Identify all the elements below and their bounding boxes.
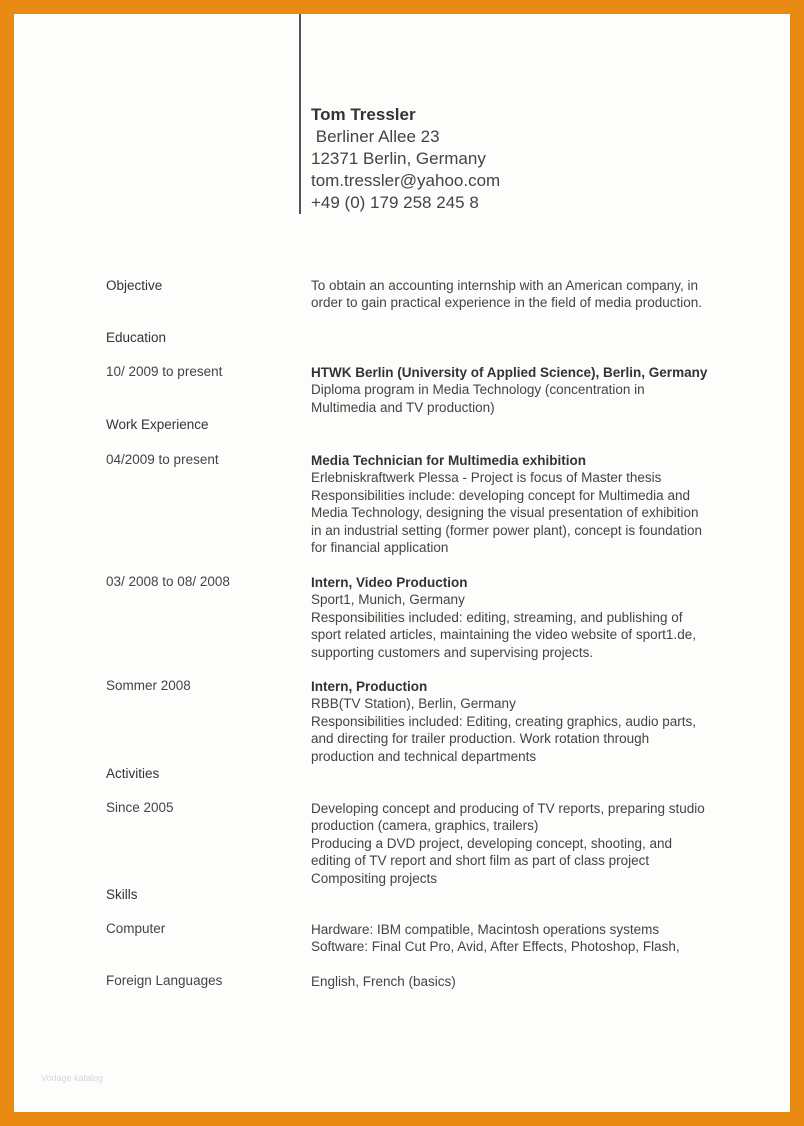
activities-line: production (camera, graphics, trailers) xyxy=(311,818,539,834)
work-date: 03/ 2008 to 08/ 2008 xyxy=(106,574,230,589)
work-entry xyxy=(311,452,731,556)
objective-heading: Objective xyxy=(106,278,163,293)
activities-entry xyxy=(311,800,731,887)
work-entry xyxy=(311,678,731,765)
work-line: and directing for trailer production. Work rotation through xyxy=(311,731,650,747)
work-line: supporting customers and supervising projects. xyxy=(311,644,594,660)
email-address: tom.tressler@yahoo.com xyxy=(311,171,501,190)
work-line: in an industrial setting (former power plant), concept is foundation xyxy=(311,522,702,538)
activities-line: editing of TV report and short film as part of class project xyxy=(311,853,650,869)
languages-text: English, French (basics) xyxy=(311,974,456,989)
activities-line: Compositing projects xyxy=(311,870,438,886)
activities-line: Producing a DVD project, developing concept, shooting, and xyxy=(311,835,672,851)
computer-skills xyxy=(311,921,731,956)
work-title: Intern, Video Production xyxy=(311,575,468,590)
work-entry xyxy=(311,574,731,661)
work-line: Sport1, Munich, Germany xyxy=(311,592,465,608)
activities-heading: Activities xyxy=(106,766,160,781)
computer-label: Computer xyxy=(106,921,166,936)
phone-number: +49 (0) 179 258 245 8 xyxy=(311,193,479,212)
work-line: Erlebniskraftwerk Plessa - Project is focus of Master thesis xyxy=(311,470,662,486)
header-divider xyxy=(299,14,301,214)
work-title: Media Technician for Multimedia exhibition xyxy=(311,453,587,468)
education-line: Diploma program in Media Technology (concentration in xyxy=(311,382,645,398)
education-entry xyxy=(311,364,731,416)
work-line: Responsibilities included: Editing, creating graphics, audio parts, xyxy=(311,713,696,729)
work-line: sport related articles, maintaining the video website of sport1.de, xyxy=(311,627,696,643)
applicant-name: Tom Tressler xyxy=(311,105,416,124)
work-line: Responsibilities include: developing concept for Multimedia and xyxy=(311,487,690,503)
education-title: HTWK Berlin (University of Applied Science), Berlin, Germany xyxy=(311,365,708,380)
languages-label: Foreign Languages xyxy=(106,973,223,988)
computer-line: Software: Final Cut Pro, Avid, After Effects, Photoshop, Flash, xyxy=(311,939,680,955)
watermark: Vorlage katalog xyxy=(41,1073,104,1083)
education-date: 10/ 2009 to present xyxy=(106,364,223,379)
work-experience-heading: Work Experience xyxy=(106,417,209,432)
activities-line: Developing concept and producing of TV reports, preparing studio xyxy=(311,801,705,816)
work-line: for financial application xyxy=(311,540,449,556)
work-line: Media Technology, designing the visual presentation of exhibition xyxy=(311,505,699,521)
address-city: 12371 Berlin, Germany xyxy=(311,149,486,168)
education-heading: Education xyxy=(106,330,167,345)
skills-heading: Skills xyxy=(106,887,138,902)
work-title: Intern, Production xyxy=(311,679,428,694)
address-street: Berliner Allee 23 xyxy=(315,127,440,146)
objective-text: To obtain an accounting internship with an American company, in order to gain practical experience in the field of media production. xyxy=(311,278,702,311)
education-line: Multimedia and TV production) xyxy=(311,399,495,415)
work-line: production and technical departments xyxy=(311,748,537,764)
resume-page xyxy=(14,14,790,1112)
activities-date: Since 2005 xyxy=(106,800,174,815)
computer-line: Hardware: IBM compatible, Macintosh operations systems xyxy=(311,922,660,937)
work-line: RBB(TV Station), Berlin, Germany xyxy=(311,696,516,712)
work-date: Sommer 2008 xyxy=(106,678,191,693)
contact-block xyxy=(311,104,500,214)
work-date: 04/2009 to present xyxy=(106,452,219,467)
work-line: Responsibilities included: editing, streaming, and publishing of xyxy=(311,609,683,625)
